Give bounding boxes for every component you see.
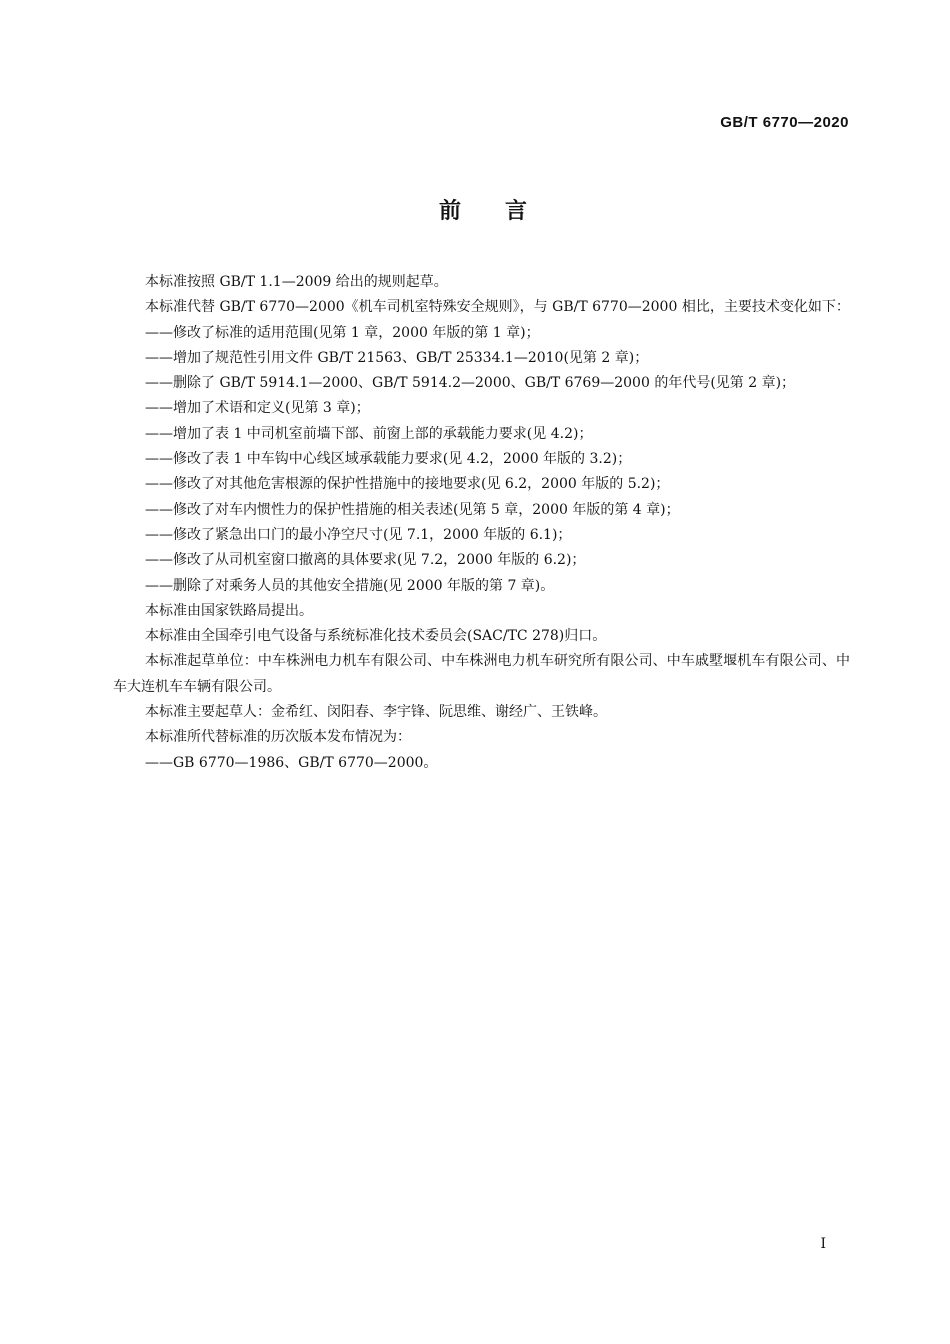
paragraph-committee: 本标准由全国牵引电气设备与系统标准化技术委员会(SAC/TC 278)归口。 (145, 628, 607, 645)
change-item-terms: ——增加了术语和定义(见第 3 章)； (145, 400, 370, 417)
change-item-exit-door: ——修改了紧急出口门的最小净空尺寸(见 7.1，2000 年版的 6.1)； (145, 526, 572, 543)
change-item-references-added: ——增加了规范性引用文件 GB/T 21563、GB/T 25334.1—2010(见第 2 章)； (145, 349, 649, 366)
change-item-front-wall: ——增加了表 1 中司机室前墙下部、前窗上部的承载能力要求(见 4.2)； (145, 425, 593, 442)
change-item-inertia: ——修改了对车内惯性力的保护性措施的相关表述(见第 5 章，2000 年版的第 4 章)； (145, 501, 680, 518)
paragraph-proposer: 本标准由国家铁路局提出。 (145, 602, 313, 619)
change-item-crew-measures: ——删除了对乘务人员的其他安全措施(见 2000 年版的第 7 章)。 (145, 577, 555, 594)
page-title (0, 194, 950, 225)
paragraph-drafters: 本标准主要起草人：金希红、闵阳春、李宇锋、阮思维、谢经广、王铁峰。 (145, 704, 607, 721)
standard-code: GB/T 6770—2020 (720, 114, 849, 131)
change-item-scope: ——修改了标准的适用范围(见第 1 章，2000 年版的第 1 章)； (145, 324, 540, 341)
paragraph-basis: 本标准按照 GB/T 1.1—2009 给出的规则起草。 (145, 274, 448, 290)
paragraph-history-intro: 本标准所代替标准的历次版本发布情况为： (145, 729, 411, 746)
change-item-window-evacuation: ——修改了从司机室窗口撤离的具体要求(见 7.2，2000 年版的 6.2)； (145, 552, 586, 569)
change-item-years-removed: ——删除了 GB/T 5914.1—2000、GB/T 5914.2—2000、GB/T 6769—2000 的年代号(见第 2 章)； (145, 375, 796, 392)
change-item-coupler: ——修改了表 1 中车钩中心线区域承载能力要求(见 4.2，2000 年版的 3.2)； (145, 451, 632, 468)
change-item-grounding: ——修改了对其他危害根源的保护性措施中的接地要求(见 6.2，2000 年版的 5.2)； (145, 476, 670, 493)
title-char-1: 前 (438, 199, 461, 224)
page-number: I (820, 1236, 826, 1252)
paragraph-drafting-units: 本标准起草单位：中车株洲电力机车有限公司、中车株洲电力机车研究所有限公司、中车戚墅堰机车有限公司、中车大连机车车辆有限公司。 (113, 653, 850, 695)
title-char-2: 言 (505, 199, 528, 224)
paragraph-replacement: 本标准代替 GB/T 6770—2000《机车司机室特殊安全规则》，与 GB/T 6770—2000 相比，主要技术变化如下： (145, 299, 850, 316)
foreword-body (113, 270, 850, 776)
paragraph-history-versions: ——GB 6770—1986、GB/T 6770—2000。 (145, 754, 438, 771)
